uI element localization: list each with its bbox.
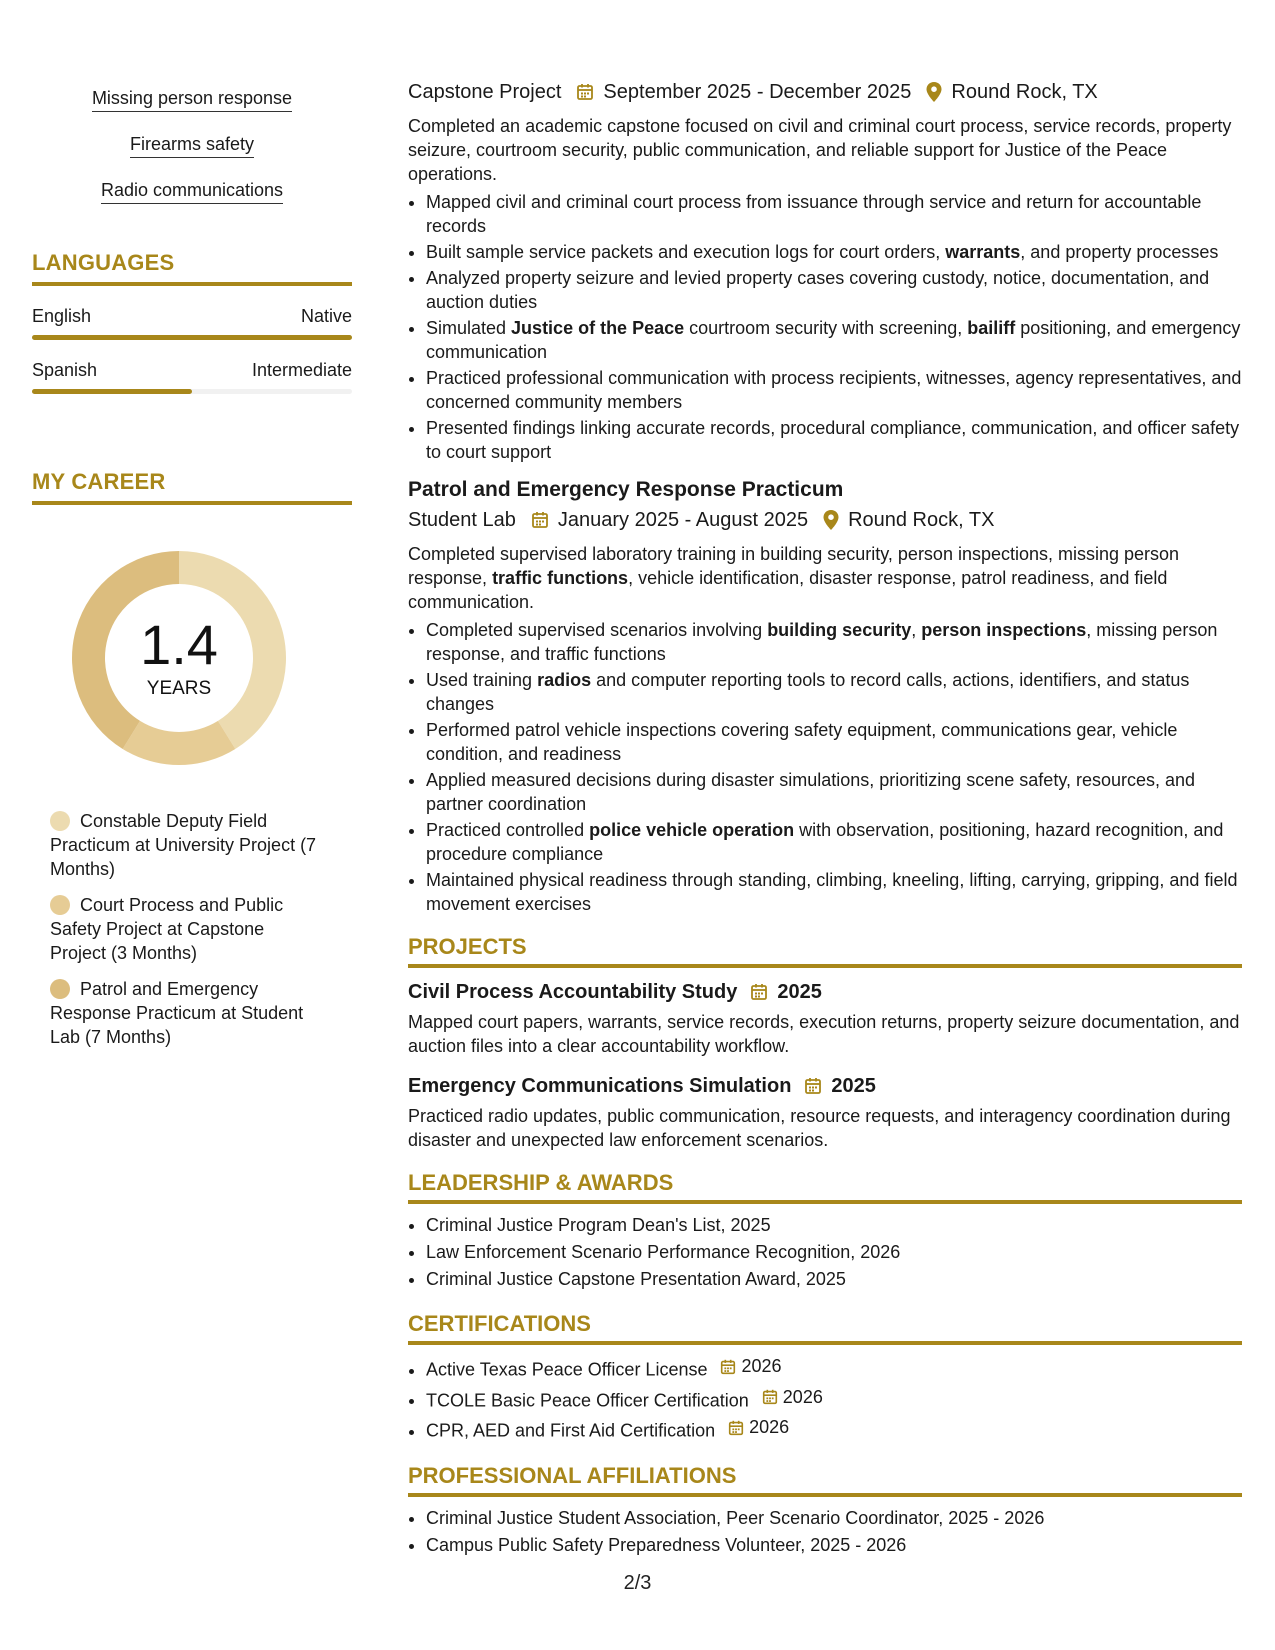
- experience-bullet: • Mapped civil and criminal court process from issuance through service and return for accountable records: [426, 190, 1242, 238]
- language-level: Native: [300, 306, 352, 326]
- main-content: [408, 78, 1242, 1559]
- projects-list: [408, 978, 1242, 1152]
- certification-name: Active Texas Peace Officer License: [426, 1359, 708, 1380]
- page-number: 2/3: [623, 1572, 652, 1594]
- experience-bullet: • Practiced controlled police vehicle operation with observation, positioning, hazard recognition, and procedure compliance: [426, 818, 1242, 866]
- experience-entry: [408, 476, 1242, 916]
- language-item: [32, 306, 352, 340]
- experience-bullet: • Performed patrol vehicle inspections covering safety equipment, communications gear, vehicle condition, and readiness: [426, 718, 1242, 766]
- skill-tag: Firearms safety: [130, 134, 254, 158]
- legend-label: Patrol and Emergency Response Practicum at Student Lab (7 Months): [50, 979, 304, 1047]
- sidebar: [32, 82, 352, 1061]
- career-donut-chart: [64, 543, 294, 773]
- experience-bullet: • Practiced professional communication with process recipients, witnesses, agency representatives, and concerned community members: [426, 366, 1242, 414]
- certification-year: 2026: [749, 1417, 790, 1437]
- affiliations-list: [408, 1505, 1242, 1559]
- experience-list: [408, 78, 1242, 916]
- calendar-icon: [761, 1388, 779, 1406]
- certification-item: [426, 1384, 1242, 1415]
- projects-heading: PROJECTS: [408, 934, 1242, 968]
- skill-tag: Missing person response: [92, 88, 292, 112]
- certifications-heading: CERTIFICATIONS: [408, 1311, 1242, 1345]
- experience-bullet: • Presented findings linking accurate records, procedural compliance, communication, and officer safety to court support: [426, 416, 1242, 464]
- award-item: • Criminal Justice Capstone Presentation Award, 2025: [426, 1266, 1242, 1293]
- project-title-row: [408, 1072, 1242, 1100]
- experience-description: Completed supervised laboratory training in building security, person inspections, missing person response, traffic functions, vehicle identification, disaster response, patrol readiness, and field communication.: [408, 544, 1180, 612]
- legend-dot: [50, 811, 70, 831]
- affiliation-item: • Criminal Justice Student Association, Peer Scenario Coordinator, 2025 - 2026: [426, 1505, 1242, 1532]
- certification-item: [426, 1353, 1242, 1384]
- experience-bullet: • Simulated Justice of the Peace courtroom security with screening, bailiff positioning, and emergency communication: [426, 316, 1242, 364]
- language-head: [32, 306, 352, 327]
- experience-location: Round Rock, TX: [848, 509, 995, 531]
- experience-meta: [408, 78, 1242, 106]
- language-bar-track: [32, 335, 352, 340]
- legend-label: Court Process and Public Safety Project at Capstone Project (3 Months): [50, 895, 284, 963]
- language-head: [32, 360, 352, 381]
- career-legend-item: [50, 977, 320, 1049]
- experience-org: Capstone Project: [408, 81, 562, 103]
- calendar-icon: [530, 510, 550, 530]
- leadership-list: [408, 1212, 1242, 1293]
- languages-section: [32, 250, 352, 394]
- experience-bullet: • Used training radios and computer reporting tools to record calls, actions, identifiers, and status changes: [426, 668, 1242, 716]
- calendar-icon: [719, 1358, 737, 1376]
- experience-meta: [408, 506, 1242, 534]
- career-total-unit: YEARS: [146, 678, 212, 699]
- career-heading: MY CAREER: [32, 469, 352, 505]
- certification-date: [727, 1414, 789, 1441]
- affiliation-item: • Campus Public Safety Preparedness Volunteer, 2025 - 2026: [426, 1532, 1242, 1559]
- legend-label: Constable Deputy Field Practicum at University Project (7 Months): [50, 811, 317, 879]
- experience-bullet: • Built sample service packets and execution logs for court orders, warrants, and property processes: [426, 240, 1242, 264]
- legend-dot: [50, 895, 70, 915]
- legend-dot: [50, 979, 70, 999]
- skills-list: [32, 88, 352, 226]
- experience-dates: September 2025 - December 2025: [603, 81, 912, 103]
- award-item: • Criminal Justice Program Dean's List, 2025: [426, 1212, 1242, 1239]
- career-legend-item: [50, 809, 320, 881]
- project-title-row: [408, 978, 1242, 1006]
- experience-bullet: • Applied measured decisions during disaster simulations, prioritizing scene safety, resources, and partner coordination: [426, 768, 1242, 816]
- languages-heading: LANGUAGES: [32, 250, 352, 286]
- language-bar-fill: [32, 389, 192, 394]
- certifications-list: [408, 1353, 1242, 1445]
- certification-item: [426, 1414, 1242, 1445]
- certification-year: 2026: [741, 1356, 782, 1376]
- calendar-icon: [803, 1076, 823, 1096]
- experience-entry: [408, 78, 1242, 464]
- language-name: Spanish: [32, 360, 98, 380]
- project-title: Civil Process Accountability Study: [408, 981, 738, 1003]
- language-level: Intermediate: [251, 360, 352, 380]
- calendar-icon: [575, 82, 595, 102]
- career-total-value: 1.4: [140, 613, 218, 676]
- project-entry: [408, 978, 1242, 1058]
- award-item: • Law Enforcement Scenario Performance Recognition, 2026: [426, 1239, 1242, 1266]
- language-item: [32, 360, 352, 394]
- experience-bullets: [408, 190, 1242, 464]
- career-legend-item: [50, 893, 320, 965]
- affiliations-heading: PROFESSIONAL AFFILIATIONS: [408, 1463, 1242, 1497]
- project-year: 2025: [777, 981, 822, 1003]
- map-pin-icon: [925, 81, 943, 103]
- experience-dates: January 2025 - August 2025: [557, 509, 809, 531]
- calendar-icon: [727, 1419, 745, 1437]
- language-bar-fill: [32, 335, 352, 340]
- certification-name: TCOLE Basic Peace Officer Certification: [426, 1390, 749, 1410]
- project-description: Mapped court papers, warrants, service records, execution returns, property seizure documentation, and auction files into a clear accountability workflow.: [408, 1012, 1240, 1056]
- project-title: Emergency Communications Simulation: [408, 1075, 792, 1097]
- project-description: Practiced radio updates, public communication, resource requests, and interagency coordination during disaster and unexpected law enforcement scenarios.: [408, 1106, 1231, 1150]
- skill-tag: Radio communications: [101, 180, 283, 204]
- certification-date: [761, 1384, 823, 1411]
- certification-year: 2026: [782, 1386, 823, 1407]
- experience-location: Round Rock, TX: [951, 81, 1098, 103]
- experience-bullet: • Analyzed property seizure and levied property cases covering custody, notice, documentation, and auction duties: [426, 266, 1242, 314]
- map-pin-icon: [822, 509, 840, 531]
- project-year: 2025: [831, 1075, 876, 1097]
- donut-center: [64, 543, 294, 773]
- certification-name: CPR, AED and First Aid Certification: [426, 1420, 716, 1441]
- experience-bullet: • Maintained physical readiness through standing, climbing, kneeling, lifting, carrying, gripping, and field movement exercises: [426, 868, 1242, 916]
- experience-bullets: [408, 618, 1242, 916]
- project-entry: [408, 1072, 1242, 1152]
- career-legend: [50, 809, 320, 1049]
- calendar-icon: [749, 982, 769, 1002]
- language-bar-track: [32, 389, 352, 394]
- leadership-heading: LEADERSHIP & AWARDS: [408, 1170, 1242, 1204]
- experience-title: Patrol and Emergency Response Practicum: [408, 478, 844, 501]
- language-name: English: [32, 306, 92, 326]
- certification-date: [719, 1353, 781, 1380]
- experience-bullet: • Completed supervised scenarios involving building security, person inspections, missing person response, and traffic functions: [426, 618, 1242, 666]
- career-section: [32, 469, 352, 1049]
- experience-description: Completed an academic capstone focused on civil and criminal court process, service records, property seizure, courtroom security, public communication, and reliable support for Justice of the Peace operations.: [408, 116, 1232, 184]
- experience-org: Student Lab: [408, 509, 516, 531]
